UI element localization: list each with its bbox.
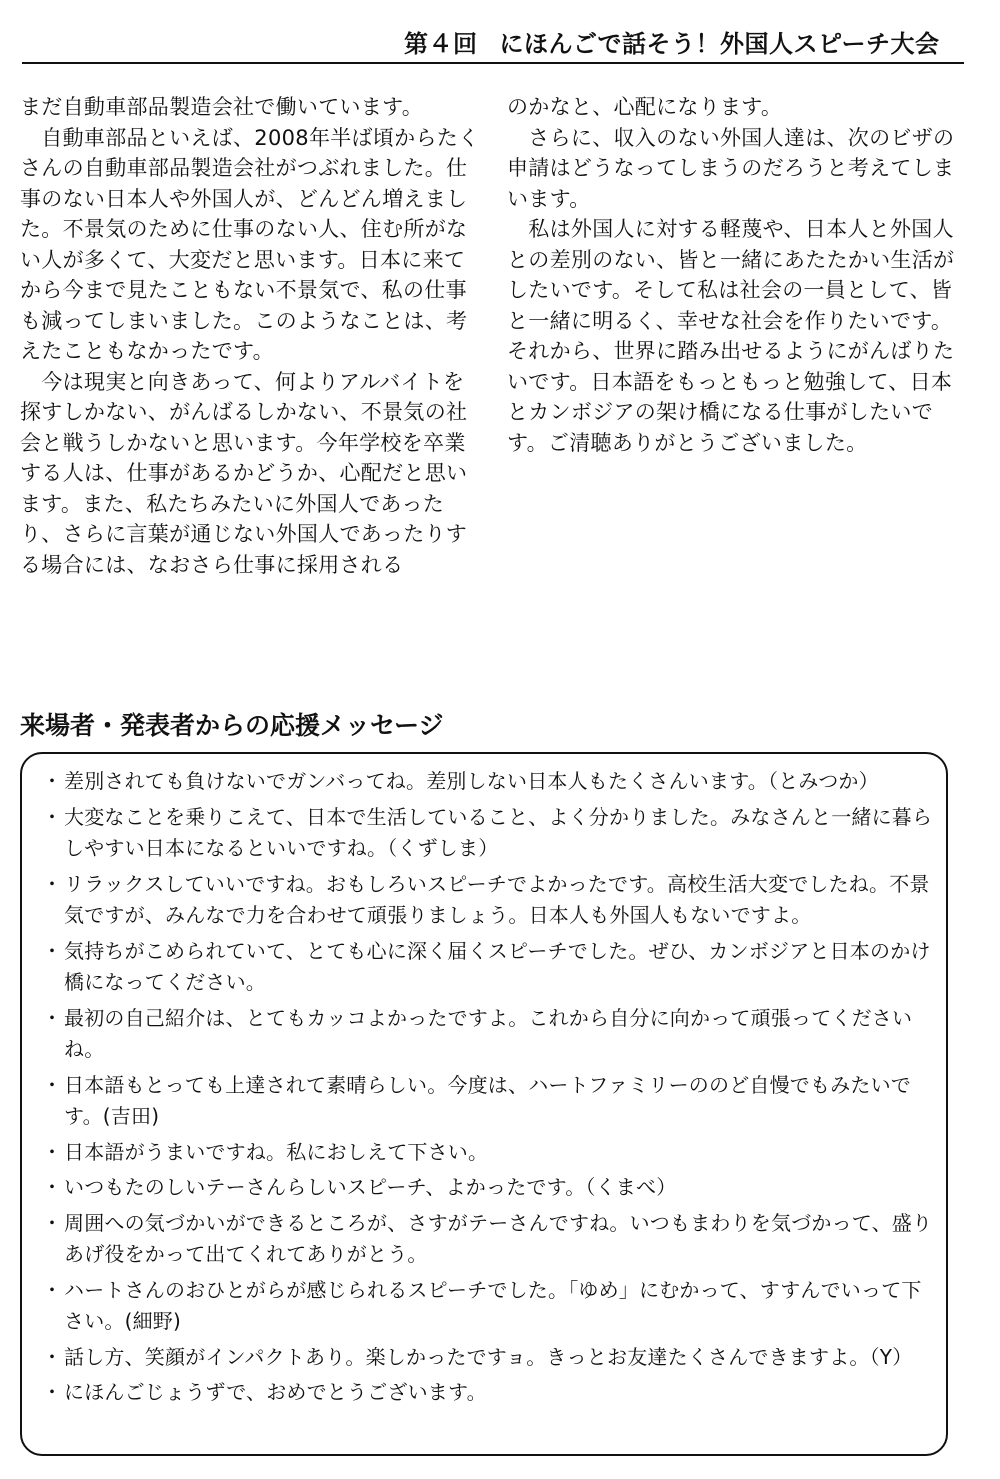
bullet-icon: ・ bbox=[42, 804, 63, 829]
event-title: にほんごで話そう！外国人スピーチ大会 bbox=[499, 30, 940, 58]
message-text: にほんごじょうずで、おめでとうございます。 bbox=[64, 1380, 487, 1404]
message-text: 日本語がうまいですね。私におしえて下さい。 bbox=[64, 1139, 489, 1164]
speech-paragraph: のかなと、心配になります。 bbox=[507, 95, 783, 119]
header-divider bbox=[22, 62, 964, 64]
messages-title: 来場者・発表者からの応援メッセージ bbox=[20, 711, 444, 740]
page-header bbox=[404, 24, 940, 59]
message-text: リラックスしていいですね。おもしろいスピーチでよかったです。高校生活大変でしたね。不景気ですが、みんなで力を合わせて頑張りましょう。日本人も外国人もないですよ。 bbox=[64, 871, 930, 927]
speech-paragraph: 自動車部品といえば、2008年半ば頃からたくさんの自動車部品製造会社がつぶれました。仕事のない日本人や外国人が、どんどん増えました。不景気のために仕事のない人、住む所がない人が多くて、大変だと思います。日本に来てから今まで見たこともない不景気で、私の仕事も減ってしまいました。このようなことは、考えたこともなかったです。 bbox=[20, 125, 480, 363]
message-item bbox=[36, 869, 934, 932]
bullet-icon: ・ bbox=[42, 1072, 63, 1097]
message-text: 大変なことを乗りこえて、日本で生活していること、よく分かりました。みなさんと一緒に暮らしやすい日本になるといいですね。（くずしま） bbox=[64, 804, 933, 860]
bullet-icon: ・ bbox=[42, 1344, 63, 1369]
message-item bbox=[36, 1172, 934, 1204]
bullet-icon: ・ bbox=[42, 938, 63, 963]
bullet-icon: ・ bbox=[42, 1210, 63, 1235]
message-text: いつもたのしいテーさんらしいスピーチ、よかったです。（くまべ） bbox=[64, 1175, 677, 1199]
message-text: ハートさんのおひとがらが感じられるスピーチでした。「ゆめ」にむかって、すすんでいって下さい。(細野) bbox=[64, 1277, 922, 1333]
message-text: 周囲への気づかいができるところが、さすがテーさんですね。いつもまわりを気づかって、盛りあげ役をかって出てくれてありがとう。 bbox=[64, 1210, 933, 1266]
message-item bbox=[36, 1208, 934, 1271]
message-item bbox=[36, 1377, 934, 1409]
speech-column-left bbox=[20, 92, 482, 580]
message-item bbox=[36, 1137, 934, 1169]
bullet-icon: ・ bbox=[42, 1005, 63, 1030]
bullet-icon: ・ bbox=[42, 1139, 63, 1164]
message-item bbox=[36, 1275, 934, 1338]
message-text: 日本語もとっても上達されて素晴らしい。今度は、ハートファミリーののど自慢でもみたいです。(吉田) bbox=[64, 1072, 911, 1128]
speech-paragraph: 私は外国人に対する軽蔑や、日本人と外国人との差別のない、皆と一緒にあたたかい生活がしたいです。そして私は社会の一員として、皆と一緒に明るく、幸せな社会を作りたいです。それから、世界に踏み出せるようにがんばりたいです。日本語をもっともっと勉強して、日本とカンボジアの架け橋になる仕事がしたいです。ご清聴ありがとうございました。 bbox=[507, 217, 955, 455]
message-item bbox=[36, 936, 934, 999]
message-text: 話し方、笑顔がインパクトあり。楽しかったですョ。きっとお友達たくさんできますよ。（Y） bbox=[64, 1344, 913, 1369]
bullet-icon: ・ bbox=[42, 871, 63, 896]
speech-paragraph: まだ自動車部品製造会社で働いています。 bbox=[20, 95, 424, 119]
messages-box bbox=[20, 752, 948, 1456]
message-text: 最初の自己紹介は、とてもカッコよかったですよ。これから自分に向かって頑張ってくださいね。 bbox=[64, 1005, 913, 1061]
message-item bbox=[36, 802, 934, 865]
message-text: 気持ちがこめられていて、とても心に深く届くスピーチでした。ぜひ、カンボジアと日本のかけ橋になってください。 bbox=[64, 938, 931, 994]
event-number: 第４回 bbox=[404, 30, 478, 58]
speech-paragraph: 今は現実と向きあって、何よりアルバイトを探すしかない、がんばるしかない、不景気の社会と戦うしかないと思います。今年学校を卒業する人は、仕事があるかどうか、心配だと思います。また、私たちみたいに外国人であったり、さらに言葉が通じない外国人であったりする場合には、なおさら仕事に採用される bbox=[20, 369, 468, 577]
message-item bbox=[36, 1003, 934, 1066]
bullet-icon: ・ bbox=[42, 1175, 63, 1199]
message-item bbox=[36, 1342, 934, 1374]
bullet-icon: ・ bbox=[42, 1277, 63, 1302]
speech-paragraph: さらに、収入のない外国人達は、次のビザの申請はどうなってしまうのだろうと考えてしまいます。 bbox=[507, 125, 955, 211]
message-item bbox=[36, 1070, 934, 1133]
speech-column-right bbox=[507, 92, 969, 458]
bullet-icon: ・ bbox=[42, 1380, 63, 1404]
message-item bbox=[36, 766, 934, 798]
message-text: 差別されても負けないでガンバってね。差別しない日本人もたくさんいます。（とみつか） bbox=[64, 769, 879, 793]
bullet-icon: ・ bbox=[42, 769, 63, 793]
